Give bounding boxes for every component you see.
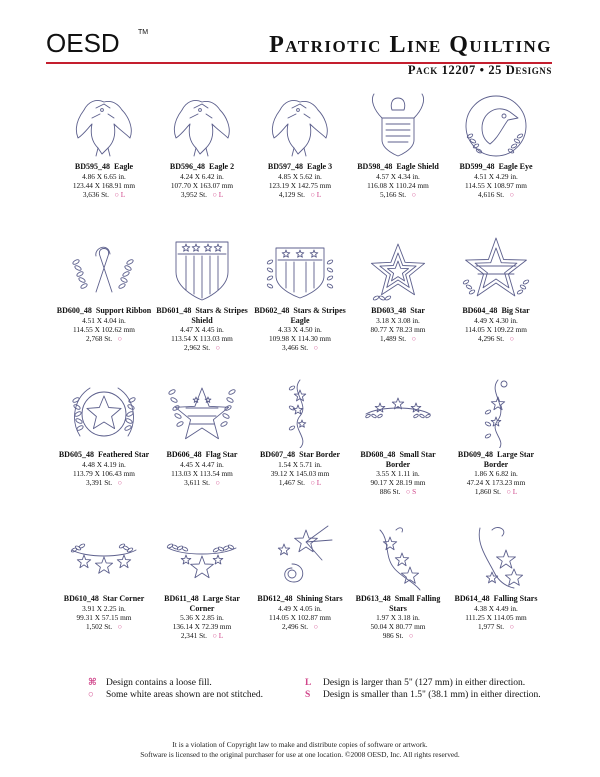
design-title: Support Ribbon: [95, 306, 152, 315]
design-size-mm: 113.54 X 113.03 mm: [171, 334, 233, 343]
design-size-in: 4.51 X 4.04 in.: [82, 315, 126, 325]
design-size-in: 4.51 X 4.29 in.: [474, 171, 518, 181]
design-name: [349, 594, 447, 613]
eagle-icon: [164, 88, 240, 160]
logo-tm: TM: [138, 29, 149, 36]
loose-fill-mark-icon: ⌘: [88, 678, 97, 688]
design-stitches: 986 St. ○: [382, 631, 414, 640]
ribbon-icon: [66, 232, 142, 304]
design-cell: [447, 376, 545, 518]
design-size-mm: 136.14 X 72.39 mm: [172, 622, 232, 631]
legend-white-areas: [88, 690, 263, 702]
design-stitches: 3,466 St. ○: [281, 343, 319, 352]
design-title: Star: [410, 306, 425, 315]
design-cell: [251, 88, 349, 230]
design-title: Big Star: [501, 306, 530, 315]
legend-loose-fill: [88, 678, 263, 690]
design-name: [349, 306, 447, 316]
design-code: BD595_48: [74, 162, 110, 171]
oesd-logo: [46, 22, 166, 62]
design-size-mm: 113.79 X 106.43 mm: [73, 468, 135, 478]
design-cell: [55, 520, 153, 662]
design-title: Eagle Eye: [498, 162, 533, 171]
design-size-mm: 114.55 X 108.97 mm: [465, 180, 527, 190]
design-stitches: 3,636 St. ○ L: [82, 189, 126, 199]
design-size-in: 4.38 X 4.49 in.: [474, 603, 518, 613]
logo-text: OESD: [46, 28, 120, 58]
design-size-in: 5.36 X 2.85 in.: [180, 613, 224, 622]
design-size-mm: 50.04 X 80.77 mm: [370, 622, 426, 631]
design-cell: [153, 376, 251, 518]
design-title: Star Border: [299, 450, 341, 459]
design-cell: [153, 88, 251, 230]
design-size-in: 1.97 X 3.18 in.: [376, 613, 420, 622]
design-name: [153, 306, 251, 325]
big-star-icon: [458, 232, 534, 304]
pack-number: Pack 12207: [407, 63, 476, 77]
large-star-corner-icon: [164, 520, 240, 592]
design-cell: [153, 232, 251, 374]
loose-fill-text: Design contains a loose fill.: [106, 678, 212, 688]
design-size-in: 4.47 X 4.45 in.: [180, 325, 224, 334]
design-stitches: 1,860 St. ○ L: [474, 487, 518, 496]
design-size-in: 1.54 X 5.71 in.: [278, 459, 322, 469]
design-size-mm: 80.77 X 78.23 mm: [370, 324, 426, 334]
design-cell: [349, 88, 447, 230]
design-title: Eagle Shield: [396, 162, 439, 171]
design-code: BD596_48: [169, 162, 205, 171]
design-code: BD605_48: [58, 450, 94, 459]
design-name: [251, 594, 349, 604]
design-size-mm: 113.03 X 113.54 mm: [171, 468, 233, 478]
design-count: 25 Designs: [488, 63, 552, 77]
legend-left: [88, 678, 263, 701]
design-stitches: 3,611 St. ○: [184, 477, 220, 487]
eagle-eye-icon: [458, 88, 534, 160]
design-title: Flag Star: [205, 450, 238, 459]
design-size-in: 4.45 X 4.47 in.: [180, 459, 224, 469]
design-size-mm: 114.55 X 102.62 mm: [73, 324, 135, 334]
design-stitches: 2,341 St. ○ L: [180, 631, 224, 640]
design-size-in: 4.33 X 4.50 in.: [278, 325, 322, 334]
design-title: Eagle 2: [209, 162, 235, 171]
design-name: [153, 162, 251, 172]
design-size-mm: 90.17 X 28.19 mm: [370, 478, 426, 487]
small-mark: S: [305, 689, 311, 700]
design-title: Stars & Stripes Shield: [191, 306, 248, 325]
design-size-in: 3.55 X 1.11 in.: [376, 469, 420, 478]
footer-line-2: Software is licensed to the original purchaser for use at one location. ©2008 OESD, Inc. All rights reserved.: [140, 749, 460, 759]
subtitle-bullet: •: [479, 63, 485, 77]
design-size-in: 4.49 X 4.30 in.: [474, 315, 518, 325]
star-icon: [360, 232, 436, 304]
design-name: [251, 306, 349, 325]
design-code: BD613_48: [355, 594, 391, 603]
design-title: Shining Stars: [296, 594, 343, 603]
design-size-in: 4.48 X 4.19 in.: [82, 459, 126, 469]
design-size-mm: 107.70 X 163.07 mm: [170, 180, 234, 190]
design-size-in: 4.49 X 4.05 in.: [278, 603, 322, 613]
pack-subtitle: [408, 63, 552, 78]
design-title: Small Star Border: [385, 450, 436, 469]
page-title: Patriotic Line Quilting: [269, 32, 552, 58]
design-stitches: 3,391 St. ○: [85, 477, 123, 487]
design-title: Feathered Star: [97, 450, 150, 459]
design-code: BD608_48: [360, 450, 396, 459]
design-name: [153, 450, 251, 460]
design-title: Stars & Stripes Eagle: [290, 306, 346, 325]
legend-large: [305, 678, 541, 690]
design-name: [55, 306, 153, 316]
design-cell: [447, 232, 545, 374]
eagle-icon: [262, 88, 338, 160]
design-code: BD614_48: [454, 594, 490, 603]
star-corner-icon: [66, 520, 142, 592]
design-size-mm: 99.31 X 57.15 mm: [76, 612, 132, 622]
design-name: [251, 162, 349, 172]
design-cell: [447, 520, 545, 662]
design-code: BD598_48: [357, 162, 393, 171]
design-name: [55, 162, 153, 172]
page-header: [0, 0, 600, 80]
flag-star-icon: [164, 376, 240, 448]
shield-icon: [164, 232, 240, 304]
design-size-mm: 39.12 X 145.03 mm: [270, 468, 330, 478]
design-name: [251, 450, 349, 460]
eagle-icon: [66, 88, 142, 160]
design-size-mm: 123.19 X 142.75 mm: [268, 180, 332, 190]
small-falling-stars-icon: [360, 520, 436, 592]
design-cell: [251, 520, 349, 662]
design-stitches: 4,616 St. ○: [477, 189, 515, 199]
design-stitches: 3,952 St. ○ L: [180, 189, 224, 199]
design-cell: [55, 232, 153, 374]
design-code: BD603_48: [371, 306, 407, 315]
shining-stars-icon: [262, 520, 338, 592]
design-size-mm: 116.08 X 110.24 mm: [367, 180, 429, 190]
design-size-in: 3.18 X 3.08 in.: [376, 315, 420, 325]
design-size-in: 4.57 X 4.34 in.: [376, 171, 420, 181]
legend-small: [305, 690, 541, 702]
design-cell: [55, 376, 153, 518]
design-code: BD611_48: [164, 594, 199, 603]
legend-right: [305, 678, 541, 701]
design-name: [447, 450, 545, 469]
design-size-in: 4.85 X 5.62 in.: [278, 171, 322, 181]
design-title: Large Star Corner: [189, 594, 240, 613]
footer-line-1: It is a violation of Copyright law to make and distribute copies of software or artwork.: [172, 740, 428, 749]
small-star-border-icon: [360, 376, 436, 448]
design-code: BD609_48: [457, 450, 493, 459]
design-stitches: 1,467 St. ○ L: [278, 477, 322, 487]
design-stitches: 2,768 St. ○: [85, 333, 123, 343]
design-code: BD601_48: [156, 306, 192, 315]
large-mark: L: [305, 678, 312, 688]
design-cell: [349, 232, 447, 374]
design-code: BD607_48: [259, 450, 296, 459]
design-code: BD606_48: [166, 450, 202, 459]
design-title: Eagle 3: [307, 162, 333, 171]
design-grid: [55, 88, 545, 658]
design-size-mm: 47.24 X 173.23 mm: [466, 478, 526, 487]
large-text: Design is larger than 5" (127 mm) in either direction.: [323, 678, 526, 688]
design-cell: [251, 232, 349, 374]
design-stitches: 4,129 St. ○ L: [278, 189, 322, 199]
design-cell: [251, 376, 349, 518]
white-area-text: Some white areas shown are not stitched.: [106, 689, 263, 700]
design-cell: [153, 520, 251, 662]
design-size-in: 1.86 X 6.82 in.: [474, 469, 518, 478]
star-border-icon: [262, 376, 338, 448]
design-size-mm: 114.05 X 109.22 mm: [465, 324, 527, 334]
design-cell: [349, 376, 447, 518]
design-size-mm: 123.44 X 168.91 mm: [72, 180, 136, 190]
design-stitches: 2,962 St. ○: [183, 343, 221, 352]
design-stitches: 1,977 St. ○: [477, 621, 515, 631]
design-stitches: 5,166 St. ○: [379, 189, 417, 199]
eagle-shield-icon: [360, 88, 436, 160]
design-title: Eagle: [114, 162, 134, 171]
design-title: Small Falling Stars: [389, 594, 441, 613]
design-size-mm: 114.05 X 102.87 mm: [269, 612, 331, 622]
design-code: BD597_48: [267, 162, 303, 171]
design-code: BD604_48: [462, 306, 498, 315]
design-code: BD612_48: [257, 594, 293, 603]
small-text: Design is smaller than 1.5" (38.1 mm) in either direction.: [323, 689, 541, 700]
design-stitches: 2,496 St. ○: [281, 621, 319, 631]
design-code: BD600_48: [56, 306, 92, 315]
design-code: BD610_48: [63, 594, 99, 603]
design-size-mm: 111.25 X 114.05 mm: [465, 612, 527, 622]
design-size-in: 4.86 X 6.65 in.: [82, 171, 126, 181]
design-title: Falling Stars: [493, 594, 538, 603]
design-stitches: 1,489 St. ○: [379, 333, 417, 343]
white-area-mark-icon: ○: [88, 689, 94, 700]
design-stitches: 4,296 St. ○: [477, 333, 515, 343]
design-name: [447, 306, 545, 316]
design-cell: [349, 520, 447, 662]
design-size-in: 4.24 X 6.42 in.: [180, 171, 224, 181]
design-name: [153, 594, 251, 613]
design-title: Large Star Border: [483, 450, 535, 469]
design-name: [55, 450, 153, 460]
feathered-star-icon: [66, 376, 142, 448]
design-name: [447, 594, 545, 604]
large-star-border-icon: [458, 376, 534, 448]
design-size-mm: 109.98 X 114.30 mm: [269, 334, 331, 343]
design-cell: [447, 88, 545, 230]
design-name: [55, 594, 153, 604]
design-code: BD599_48: [459, 162, 495, 171]
design-name: [349, 450, 447, 469]
design-title: Star Corner: [102, 594, 145, 603]
shield-eagle-icon: [262, 232, 338, 304]
design-name: [447, 162, 545, 172]
copyright-footer: [0, 740, 600, 759]
design-cell: [55, 88, 153, 230]
design-name: [349, 162, 447, 172]
design-stitches: 886 St. ○ S: [379, 487, 417, 496]
design-code: BD602_48: [254, 306, 290, 315]
falling-stars-icon: [458, 520, 534, 592]
design-size-in: 3.91 X 2.25 in.: [82, 603, 126, 613]
design-stitches: 1,502 St. ○: [85, 621, 123, 631]
